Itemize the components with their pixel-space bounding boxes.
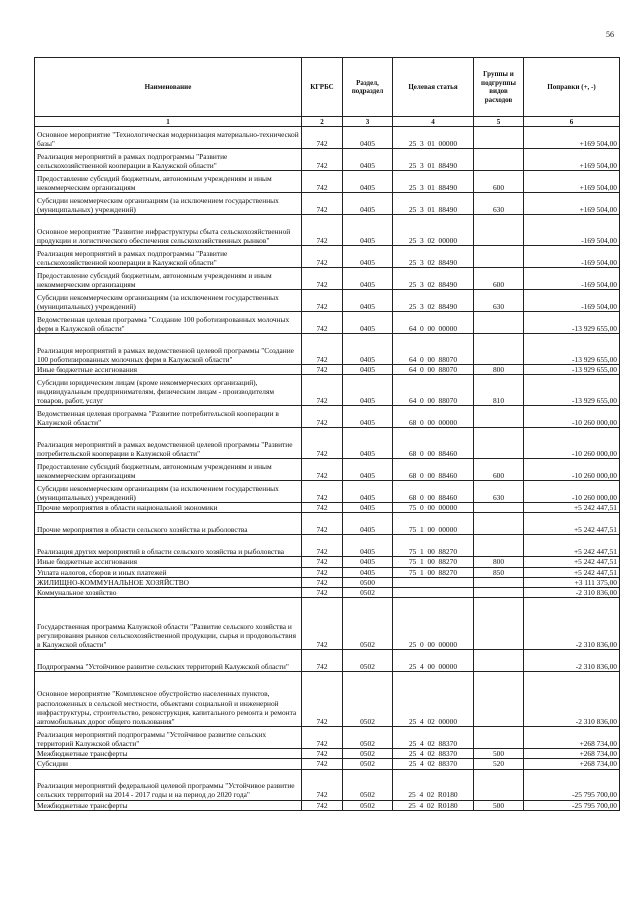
table-row [35, 557, 620, 567]
table-row [35, 672, 620, 727]
cell-name: Субсидии некоммерческим организациям (за исключением государственных (муниципальных) учреждений) [35, 481, 302, 503]
cell-kgrbs: 742 [302, 149, 343, 171]
cell-section: 0405 [343, 503, 393, 513]
cell-amount: +169 504,00 [524, 193, 620, 215]
cell-section: 0500 [343, 577, 393, 587]
cell-name: Предоставление субсидий бюджетным, автономным учреждениям и иным некоммерческим организациям [35, 268, 302, 290]
cell-kgrbs: 742 [302, 567, 343, 577]
cell-amount: +3 111 375,00 [524, 577, 620, 587]
cell-section: 0405 [343, 567, 393, 577]
cell-group [474, 312, 524, 334]
table-row [35, 375, 620, 406]
table-row [35, 727, 620, 749]
cell-amount: +268 734,00 [524, 759, 620, 769]
column-number-row [35, 117, 620, 127]
cell-target: 75 1 00 88270 [393, 535, 474, 557]
cell-section: 0405 [343, 365, 393, 375]
table-row [35, 769, 620, 800]
cell-group [474, 127, 524, 149]
cell-target: 25 4 02 00000 [393, 672, 474, 727]
cell-target: 68 0 00 88460 [393, 481, 474, 503]
cell-name: Государственная программа Калужской области "Развитие сельского хозяйства и регулирования рынков сельскохозяйственной продукции, сырья и продовольствия в Калужской области" [35, 598, 302, 650]
table-row [35, 290, 620, 312]
cell-name: Реализация мероприятий в рамках подпрограммы "Развитие сельскохозяйственной кооперации в Калужской области" [35, 149, 302, 171]
table-row [35, 650, 620, 672]
cell-name: Основное мероприятие "Развитие инфраструктуры сбыта сельскохозяйственной продукции и логистического обеспечения сельскохозяйственных рынков" [35, 215, 302, 246]
cell-name: Субсидии некоммерческим организациям (за исключением государственных (муниципальных) учреждений) [35, 193, 302, 215]
cell-group: 520 [474, 759, 524, 769]
table-row [35, 749, 620, 759]
cell-section: 0405 [343, 513, 393, 535]
cell-kgrbs: 742 [302, 513, 343, 535]
cell-kgrbs: 742 [302, 365, 343, 375]
cell-target: 75 1 00 88270 [393, 567, 474, 577]
budget-amendments-table [34, 57, 620, 811]
cell-group: 630 [474, 290, 524, 312]
header-groups: Группы и подгруппы видов расходов [474, 58, 524, 117]
cell-section: 0502 [343, 727, 393, 749]
cell-group [474, 577, 524, 587]
header-row [35, 58, 620, 117]
cell-amount: +169 504,00 [524, 171, 620, 193]
cell-kgrbs: 742 [302, 459, 343, 481]
cell-name: Предоставление субсидий бюджетным, автономным учреждениям и иным некоммерческим организациям [35, 171, 302, 193]
cell-amount: -2 310 836,00 [524, 672, 620, 727]
cell-name: Прочие мероприятия в области сельского хозяйства и рыболовства [35, 513, 302, 535]
cell-amount: +268 734,00 [524, 749, 620, 759]
cell-section: 0502 [343, 769, 393, 800]
table-row [35, 759, 620, 769]
cell-section: 0502 [343, 672, 393, 727]
cell-amount: -2 310 836,00 [524, 650, 620, 672]
cell-target: 25 3 02 88490 [393, 268, 474, 290]
cell-group [474, 215, 524, 246]
cell-target: 25 0 00 00000 [393, 598, 474, 650]
cell-section: 0405 [343, 149, 393, 171]
cell-kgrbs: 742 [302, 577, 343, 587]
cell-target: 64 0 00 88070 [393, 365, 474, 375]
cell-target: 64 0 00 88070 [393, 334, 474, 365]
cell-group: 500 [474, 749, 524, 759]
table-row [35, 588, 620, 598]
cell-target: 25 4 02 R0180 [393, 769, 474, 800]
cell-name: Реализация других мероприятий в области сельского хозяйства и рыболовства [35, 535, 302, 557]
table-row [35, 193, 620, 215]
column-number: 5 [474, 117, 524, 127]
cell-kgrbs: 742 [302, 406, 343, 428]
cell-amount: +5 242 447,51 [524, 513, 620, 535]
cell-kgrbs: 742 [302, 535, 343, 557]
cell-group: 630 [474, 481, 524, 503]
cell-target: 68 0 00 00000 [393, 406, 474, 428]
header-target: Целевая статья [393, 58, 474, 117]
cell-target: 25 3 02 88490 [393, 290, 474, 312]
cell-amount: -13 929 655,00 [524, 312, 620, 334]
cell-amount: -10 260 000,00 [524, 459, 620, 481]
cell-name: Ведомственная целевая программа "Создание 100 роботизированных молочных ферм в Калужской области" [35, 312, 302, 334]
table-row [35, 459, 620, 481]
cell-target: 64 0 00 88070 [393, 375, 474, 406]
cell-group [474, 727, 524, 749]
cell-target: 25 4 02 88370 [393, 759, 474, 769]
cell-amount: -169 504,00 [524, 246, 620, 268]
cell-name: Основное мероприятие "Технологическая модернизация материально-технической базы" [35, 127, 302, 149]
cell-name: Основное мероприятие "Комплексное обустройство населенных пунктов, расположенных в сельской местности, объектами социальной и инженерной инфраструктуры, строительство, реконструкция, капитального ремонта и ремонта автомобильных дорог общего пользования" [35, 672, 302, 727]
page-number: 56 [606, 30, 614, 39]
table-row [35, 268, 620, 290]
cell-kgrbs: 742 [302, 375, 343, 406]
cell-kgrbs: 742 [302, 246, 343, 268]
cell-name: Уплата налогов, сборов и иных платежей [35, 567, 302, 577]
cell-amount: -10 260 000,00 [524, 406, 620, 428]
cell-amount: -169 504,00 [524, 290, 620, 312]
cell-section: 0502 [343, 749, 393, 759]
cell-kgrbs: 742 [302, 290, 343, 312]
header-kgrbs: КГРБС [302, 58, 343, 117]
table-row [35, 598, 620, 650]
cell-section: 0502 [343, 588, 393, 598]
cell-group: 800 [474, 557, 524, 567]
cell-name: Подпрограмма "Устойчивое развитие сельских территорий Калужской области" [35, 650, 302, 672]
cell-kgrbs: 742 [302, 672, 343, 727]
cell-group: 600 [474, 459, 524, 481]
cell-section: 0405 [343, 246, 393, 268]
cell-target: 25 3 02 00000 [393, 215, 474, 246]
cell-target: 25 4 02 R0180 [393, 800, 474, 810]
header-amendments: Поправки (+, -) [524, 58, 620, 117]
table-row [35, 127, 620, 149]
table-row [35, 481, 620, 503]
cell-kgrbs: 742 [302, 127, 343, 149]
cell-group [474, 598, 524, 650]
cell-group [474, 406, 524, 428]
cell-kgrbs: 742 [302, 800, 343, 810]
cell-name: Реализация мероприятий в рамках ведомственной целевой программы "Развитие потребительской кооперации в Калужской области" [35, 428, 302, 459]
cell-amount: -13 929 655,00 [524, 375, 620, 406]
cell-section: 0405 [343, 557, 393, 567]
cell-amount: +169 504,00 [524, 149, 620, 171]
cell-target: 75 1 00 00000 [393, 513, 474, 535]
cell-kgrbs: 742 [302, 334, 343, 365]
cell-group [474, 149, 524, 171]
cell-kgrbs: 742 [302, 769, 343, 800]
cell-name: Реализация мероприятий федеральной целевой программы "Устойчивое развитие сельских территорий на 2014 - 2017 годы и на период до 2020 года" [35, 769, 302, 800]
cell-kgrbs: 742 [302, 598, 343, 650]
cell-section: 0405 [343, 535, 393, 557]
cell-target: 25 3 01 88490 [393, 149, 474, 171]
cell-target: 75 1 00 88270 [393, 557, 474, 567]
cell-target: 25 3 01 88490 [393, 171, 474, 193]
column-number: 3 [343, 117, 393, 127]
cell-target: 68 0 00 88460 [393, 459, 474, 481]
cell-group [474, 246, 524, 268]
cell-group [474, 334, 524, 365]
cell-section: 0502 [343, 650, 393, 672]
cell-section: 0502 [343, 800, 393, 810]
cell-kgrbs: 742 [302, 650, 343, 672]
cell-amount: +5 242 447,51 [524, 503, 620, 513]
cell-name: Субсидии юридическим лицам (кроме некоммерческих организаций), индивидуальным предпринимателям, физическим лицам - производителям товаров, работ, услуг [35, 375, 302, 406]
cell-kgrbs: 742 [302, 312, 343, 334]
cell-kgrbs: 742 [302, 749, 343, 759]
cell-amount: -25 795 700,00 [524, 769, 620, 800]
cell-amount: -10 260 000,00 [524, 428, 620, 459]
cell-name: Межбюджетные трансферты [35, 749, 302, 759]
cell-name: Межбюджетные трансферты [35, 800, 302, 810]
cell-group: 600 [474, 268, 524, 290]
cell-target: 68 0 00 88460 [393, 428, 474, 459]
table-row [35, 312, 620, 334]
cell-name: Коммунальное хозяйство [35, 588, 302, 598]
cell-kgrbs: 742 [302, 171, 343, 193]
cell-kgrbs: 742 [302, 503, 343, 513]
cell-amount: +5 242 447,51 [524, 535, 620, 557]
cell-section: 0405 [343, 290, 393, 312]
table-row [35, 428, 620, 459]
cell-group: 800 [474, 365, 524, 375]
cell-target [393, 588, 474, 598]
cell-target: 25 3 01 00000 [393, 127, 474, 149]
cell-group: 810 [474, 375, 524, 406]
cell-amount: -13 929 655,00 [524, 334, 620, 365]
table-row [35, 513, 620, 535]
table-row [35, 215, 620, 246]
cell-group [474, 588, 524, 598]
table-row [35, 800, 620, 810]
cell-name: ЖИЛИЩНО-КОММУНАЛЬНОЕ ХОЗЯЙСТВО [35, 577, 302, 587]
cell-section: 0405 [343, 481, 393, 503]
cell-kgrbs: 742 [302, 193, 343, 215]
column-number: 1 [35, 117, 302, 127]
cell-section: 0405 [343, 312, 393, 334]
table-row [35, 365, 620, 375]
cell-section: 0502 [343, 759, 393, 769]
cell-group: 850 [474, 567, 524, 577]
cell-kgrbs: 742 [302, 759, 343, 769]
cell-section: 0405 [343, 193, 393, 215]
cell-name: Реализация мероприятий в рамках ведомственной целевой программы "Создание 100 роботизированных молочных ферм в Калужской области" [35, 334, 302, 365]
column-number: 6 [524, 117, 620, 127]
header-name: Наименование [35, 58, 302, 117]
cell-name: Ведомственная целевая программа "Развитие потребительской кооперации в Калужской области" [35, 406, 302, 428]
table-row [35, 334, 620, 365]
cell-target [393, 577, 474, 587]
cell-name: Прочие мероприятия в области национальной экономики [35, 503, 302, 513]
cell-name: Иные бюджетные ассигнования [35, 365, 302, 375]
cell-kgrbs: 742 [302, 215, 343, 246]
cell-amount: -13 929 655,00 [524, 365, 620, 375]
cell-amount: +169 504,00 [524, 127, 620, 149]
table-row [35, 567, 620, 577]
cell-target: 25 4 02 88370 [393, 727, 474, 749]
cell-section: 0405 [343, 406, 393, 428]
cell-target: 64 0 00 00000 [393, 312, 474, 334]
cell-target: 25 4 00 00000 [393, 650, 474, 672]
table-row [35, 503, 620, 513]
table-row [35, 246, 620, 268]
cell-section: 0502 [343, 598, 393, 650]
cell-section: 0405 [343, 171, 393, 193]
cell-name: Предоставление субсидий бюджетным, автономным учреждениям и иным некоммерческим организациям [35, 459, 302, 481]
table-row [35, 149, 620, 171]
cell-name: Реализация мероприятий в рамках подпрограммы "Развитие сельскохозяйственной кооперации в Калужской области" [35, 246, 302, 268]
cell-target: 25 3 01 88490 [393, 193, 474, 215]
cell-name: Субсидии [35, 759, 302, 769]
cell-amount: -10 260 000,00 [524, 481, 620, 503]
cell-amount: +5 242 447,51 [524, 557, 620, 567]
cell-group [474, 672, 524, 727]
cell-name: Иные бюджетные ассигнования [35, 557, 302, 567]
cell-group: 630 [474, 193, 524, 215]
table-row [35, 171, 620, 193]
header-section: Раздел, подраздел [343, 58, 393, 117]
cell-group [474, 535, 524, 557]
cell-section: 0405 [343, 215, 393, 246]
cell-group [474, 769, 524, 800]
cell-amount: -169 504,00 [524, 268, 620, 290]
cell-section: 0405 [343, 428, 393, 459]
table-row [35, 577, 620, 587]
cell-group [474, 428, 524, 459]
cell-section: 0405 [343, 459, 393, 481]
table-row [35, 406, 620, 428]
cell-kgrbs: 742 [302, 727, 343, 749]
cell-amount: -25 795 700,00 [524, 800, 620, 810]
cell-amount: -2 310 836,00 [524, 598, 620, 650]
cell-section: 0405 [343, 334, 393, 365]
column-number: 4 [393, 117, 474, 127]
cell-name: Реализация мероприятий подпрограммы "Устойчивое развитие сельских территорий Калужской области" [35, 727, 302, 749]
cell-kgrbs: 742 [302, 481, 343, 503]
cell-section: 0405 [343, 375, 393, 406]
cell-kgrbs: 742 [302, 588, 343, 598]
table-row [35, 535, 620, 557]
cell-kgrbs: 742 [302, 428, 343, 459]
cell-amount: -169 504,00 [524, 215, 620, 246]
cell-kgrbs: 742 [302, 268, 343, 290]
cell-group [474, 650, 524, 672]
cell-amount: +5 242 447,51 [524, 567, 620, 577]
cell-group: 600 [474, 171, 524, 193]
cell-kgrbs: 742 [302, 557, 343, 567]
cell-name: Субсидии некоммерческим организациям (за исключением государственных (муниципальных) учреждений) [35, 290, 302, 312]
cell-section: 0405 [343, 268, 393, 290]
cell-group [474, 503, 524, 513]
cell-group [474, 513, 524, 535]
cell-target: 25 3 02 88490 [393, 246, 474, 268]
cell-target: 75 0 00 00000 [393, 503, 474, 513]
cell-section: 0405 [343, 127, 393, 149]
cell-target: 25 4 02 88370 [393, 749, 474, 759]
cell-amount: +268 734,00 [524, 727, 620, 749]
cell-group: 500 [474, 800, 524, 810]
column-number: 2 [302, 117, 343, 127]
cell-amount: -2 310 836,00 [524, 588, 620, 598]
